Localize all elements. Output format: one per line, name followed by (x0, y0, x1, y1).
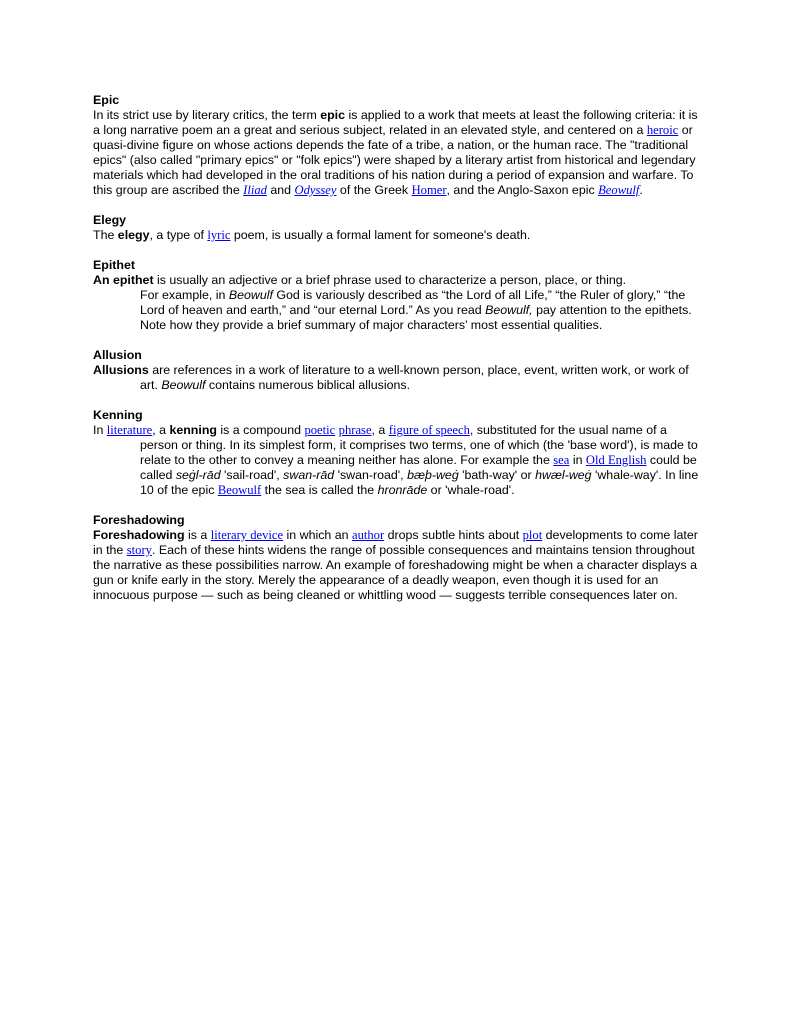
section-heading-epic: Epic (93, 93, 120, 107)
section-elegy (93, 213, 703, 243)
section-allusion (93, 348, 703, 393)
term-epic: epic (320, 108, 346, 122)
link-beowulf[interactable]: Beowulf (598, 183, 640, 197)
text: For example, in (140, 288, 229, 302)
paragraph-elegy (93, 228, 703, 243)
text: poem, is usually a formal lament for someone's death. (230, 228, 531, 242)
section-kenning (93, 408, 703, 498)
paragraph-kenning (93, 423, 703, 498)
section-epithet (93, 258, 703, 333)
text: God is variously described as “the Lord of all Life,” “the Ruler of glory,” “the Lord of heaven and earth,” and “our eternal Lord.” As you read (140, 288, 686, 317)
document-page (93, 93, 703, 618)
kenning-term: seġl-rād (175, 468, 221, 482)
section-epic (93, 93, 703, 198)
text: The (93, 228, 118, 242)
text: are references in a work of literature to a well-known person, place, event, written work, or work of art. (140, 363, 689, 392)
paragraph-epic (93, 108, 703, 198)
paragraph-epithet-definition (93, 273, 703, 288)
paragraph-allusion (93, 363, 703, 393)
text: in (569, 453, 586, 467)
text: could be called (140, 453, 697, 482)
term-epithet: An epithet (93, 273, 154, 287)
text: and (266, 183, 295, 197)
text: is a (184, 528, 211, 542)
text: , substituted for the usual name of a person or thing. In its simplest form, it comprises two terms, one of which (the 'base word'), is made to relate to the other to convey a meaning neither has alone. For example the (140, 423, 698, 467)
text: pay attention to the epithets. Note how they provide a brief summary of major characters’ most essential qualities. (140, 303, 692, 332)
link-sea[interactable]: sea (553, 453, 570, 467)
text: . (639, 183, 643, 197)
term-elegy: elegy (117, 228, 150, 242)
kenning-term: hronrāde (377, 483, 428, 497)
text: 'sail-road', (220, 468, 284, 482)
kenning-term: hwæl-weġ (535, 468, 592, 482)
kenning-term: bæþ-weġ (407, 468, 459, 482)
link-literature[interactable]: literature (106, 423, 153, 437)
text: , and the Anglo-Saxon epic (446, 183, 599, 197)
term-kenning: kenning (169, 423, 217, 437)
text: the sea is called the (261, 483, 378, 497)
link-homer[interactable]: Homer (411, 183, 447, 197)
section-heading-kenning: Kenning (93, 408, 143, 422)
text: is usually an adjective or a brief phrase used to characterize a person, place, or thing. (153, 273, 627, 287)
section-heading-elegy: Elegy (93, 213, 127, 227)
link-iliad[interactable]: Iliad (243, 183, 267, 197)
link-odyssey[interactable]: Odyssey (294, 183, 337, 197)
title-beowulf: Beowulf (228, 288, 273, 302)
link-beowulf[interactable]: Beowulf (217, 483, 262, 497)
title-beowulf: Beowulf (161, 378, 206, 392)
link-figure-of-speech[interactable]: figure of speech (388, 423, 470, 437)
text: or 'whale-road'. (427, 483, 515, 497)
link-old-english[interactable]: Old English (585, 453, 647, 467)
term-allusions: Allusions (93, 363, 149, 377)
paragraph-epithet-example (93, 288, 703, 333)
link-poetic[interactable]: poetic (304, 423, 336, 437)
link-lyric[interactable]: lyric (207, 228, 231, 242)
title-beowulf: Beowulf, (485, 303, 533, 317)
text: in which an (283, 528, 352, 542)
link-plot[interactable]: plot (522, 528, 543, 542)
section-heading-allusion: Allusion (93, 348, 142, 362)
section-foreshadowing (93, 513, 703, 603)
text: or quasi-divine figure on whose actions depends the fate of a tribe, a nation, or the human race. The "traditional epics" (also called "primary epics" or "folk epics") were shaped by a literary artist from historical and legendary materials which had developed in the oral traditions of his nation during a period of expansion and warfare. To this group are ascribed the (93, 123, 696, 197)
text: In its strict use by literary critics, the term (93, 108, 321, 122)
text: of the Greek (336, 183, 412, 197)
text: contains numerous biblical allusions. (205, 378, 411, 392)
kenning-term: swan-rād (283, 468, 335, 482)
text: 'bath-way' or (458, 468, 536, 482)
text: In (93, 423, 107, 437)
text: 'swan-road', (334, 468, 408, 482)
section-heading-epithet: Epithet (93, 258, 135, 272)
text: 'whale-way'. In line 10 of the epic (140, 468, 699, 497)
text: , a (371, 423, 389, 437)
text: drops subtle hints about (384, 528, 523, 542)
text: developments to come later in the (93, 528, 698, 557)
section-heading-foreshadowing: Foreshadowing (93, 513, 185, 527)
link-phrase[interactable]: phrase (338, 423, 372, 437)
link-story[interactable]: story (126, 543, 152, 557)
term-foreshadowing: Foreshadowing (93, 528, 185, 542)
text: , a type of (149, 228, 208, 242)
link-heroic[interactable]: heroic (646, 123, 679, 137)
link-author[interactable]: author (351, 528, 385, 542)
link-literary-device[interactable]: literary device (210, 528, 284, 542)
text: . Each of these hints widens the range of possible consequences and maintains tension throughout the narrative as these possibilities narrow. An example of foreshadowing might be when a character displays a gun or knife early in the story. Merely the appearance of a deadly weapon, even though it is used for an innocuous purpose — such as being cleaned or whittling wood — suggests terrible consequences later on. (93, 543, 698, 602)
paragraph-foreshadowing (93, 528, 703, 603)
text: , a (152, 423, 170, 437)
text: is a compound (216, 423, 305, 437)
text: is applied to a work that meets at least the following criteria: it is a long narrative poem an a great and serious subject, related in an elevated style, and centered on a (93, 108, 698, 137)
